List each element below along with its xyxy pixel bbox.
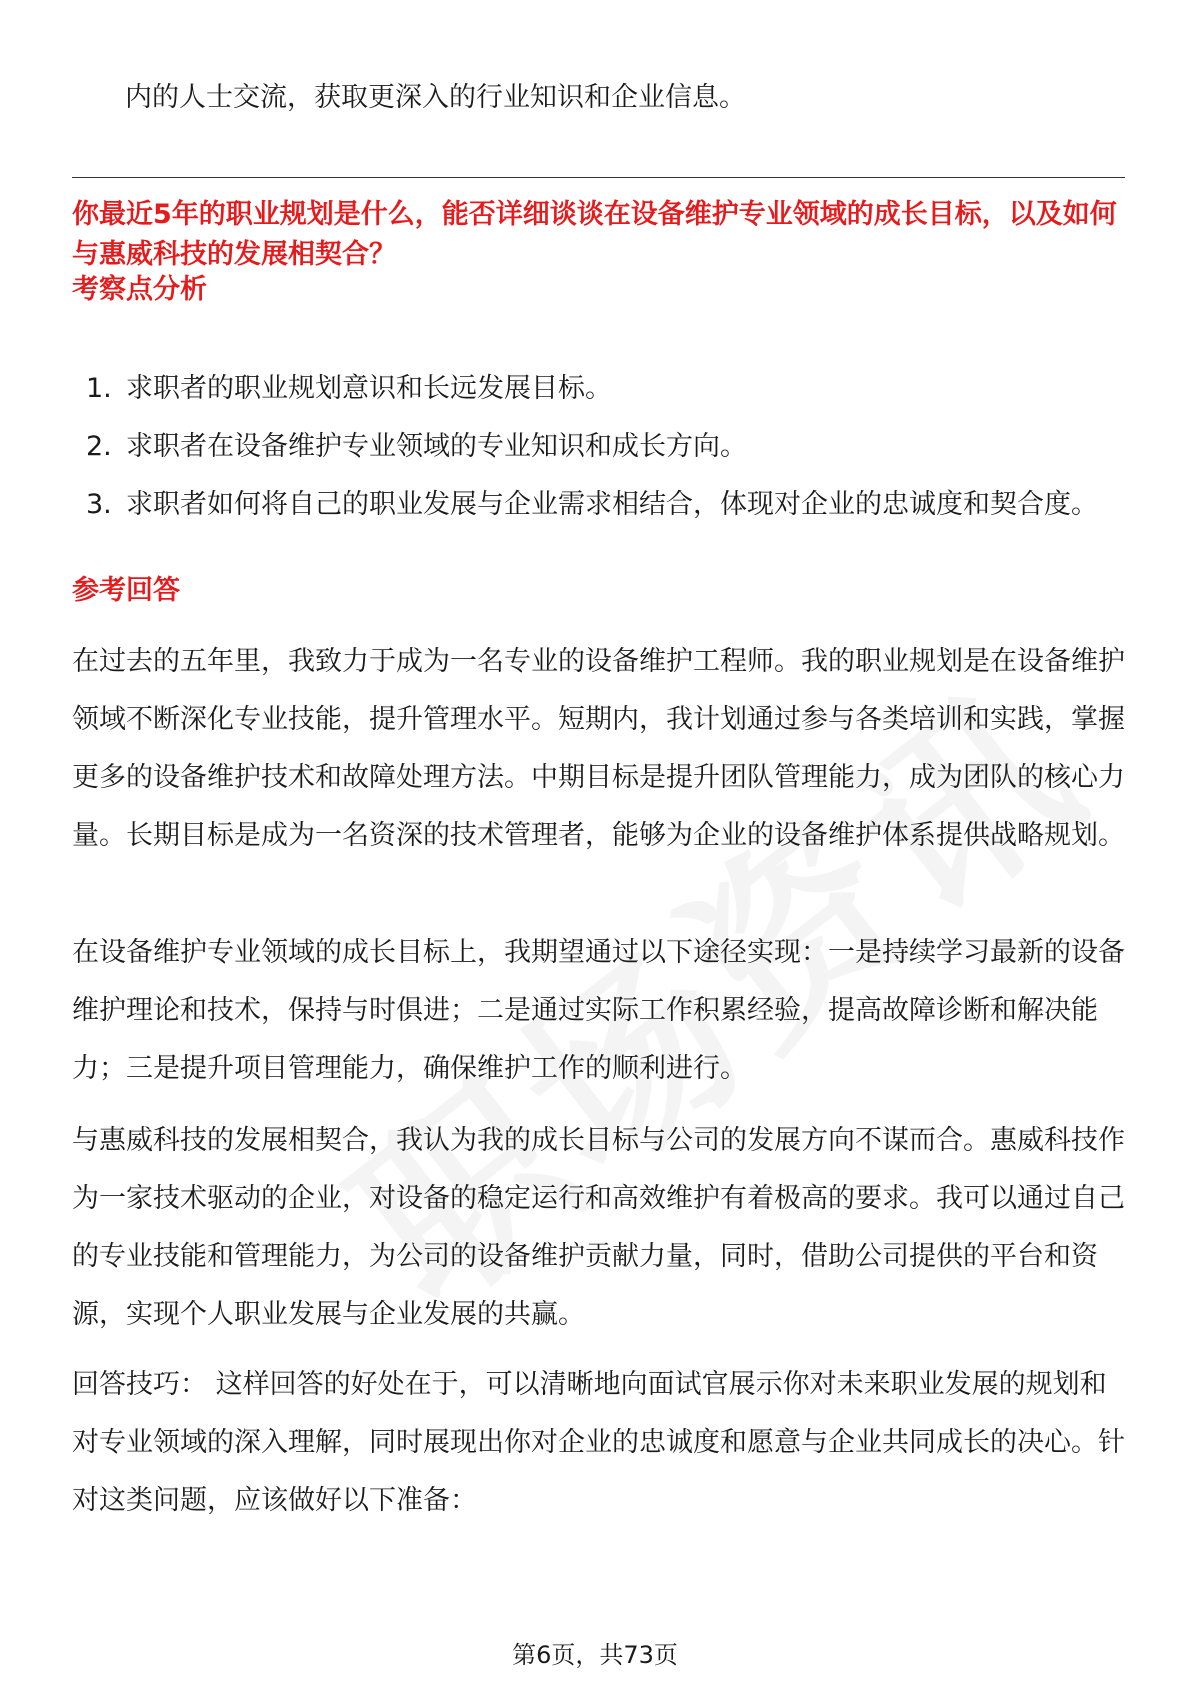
list-item xyxy=(72,476,1127,534)
section-divider xyxy=(72,177,1125,178)
answer-title: 参考回答 xyxy=(72,575,180,606)
answer-paragraph: 与惠威科技的发展相契合，我认为我的成长目标与公司的发展方向不谋而合。惠威科技作为一家技术驱动的企业，对设备的稳定运行和高效维护有着极高的要求。我可以通过自己的专业技能和管理能力，为公司的设备维护贡献力量，同时，借助公司提供的平台和资源，实现个人职业发展与企业发展的共赢。 xyxy=(72,1125,1125,1330)
list-item-text: 求职者如何将自己的职业发展与企业需求相结合，体现对企业的忠诚度和契合度。 xyxy=(126,489,1098,520)
list-item-number: 3. xyxy=(86,489,112,520)
answer-paragraph: 在过去的五年里，我致力于成为一名专业的设备维护工程师。我的职业规划是在设备维护领域不断深化专业技能，提升管理水平。短期内，我计划通过参与各类培训和实践，掌握更多的设备维护技术和故障处理方法。中期目标是提升团队管理能力，成为团队的核心力量。长期目标是成为一名资深的技术管理者，能够为企业的设备维护体系提供战略规划。 xyxy=(72,646,1125,851)
list-item-text: 求职者在设备维护专业领域的专业知识和成长方向。 xyxy=(126,431,747,462)
continuation-text: 内的人士交流，获取更深入的行业知识和企业信息。 xyxy=(125,82,746,113)
analysis-list xyxy=(72,360,1127,534)
list-item xyxy=(72,418,1127,476)
answer-paragraph: 在设备维护专业领域的成长目标上，我期望通过以下途径实现：一是持续学习最新的设备维护理论和技术，保持与时俱进；二是通过实际工作积累经验，提高故障诊断和解决能力；三是提升项目管理能力，确保维护工作的顺利进行。 xyxy=(72,937,1125,1084)
list-item xyxy=(72,360,1127,418)
analysis-title: 考察点分析 xyxy=(72,274,207,305)
answer-tips-paragraph: 回答技巧： 这样回答的好处在于，可以清晰地向面试官展示你对未来职业发展的规划和对专业领域的深入理解，同时展现出你对企业的忠诚度和愿意与企业共同成长的决心。针对这类问题，应该做好以下准备： xyxy=(72,1369,1125,1516)
list-item-number: 1. xyxy=(86,373,112,404)
question-heading: 你最近5年的职业规划是什么，能否详细谈谈在设备维护专业领域的成长目标，以及如何与惠威科技的发展相契合？ xyxy=(72,199,1117,270)
list-item-text: 求职者的职业规划意识和长远发展目标。 xyxy=(126,373,612,404)
list-item-number: 2. xyxy=(86,431,112,462)
page-number: 第6页，共73页 xyxy=(512,1641,678,1669)
